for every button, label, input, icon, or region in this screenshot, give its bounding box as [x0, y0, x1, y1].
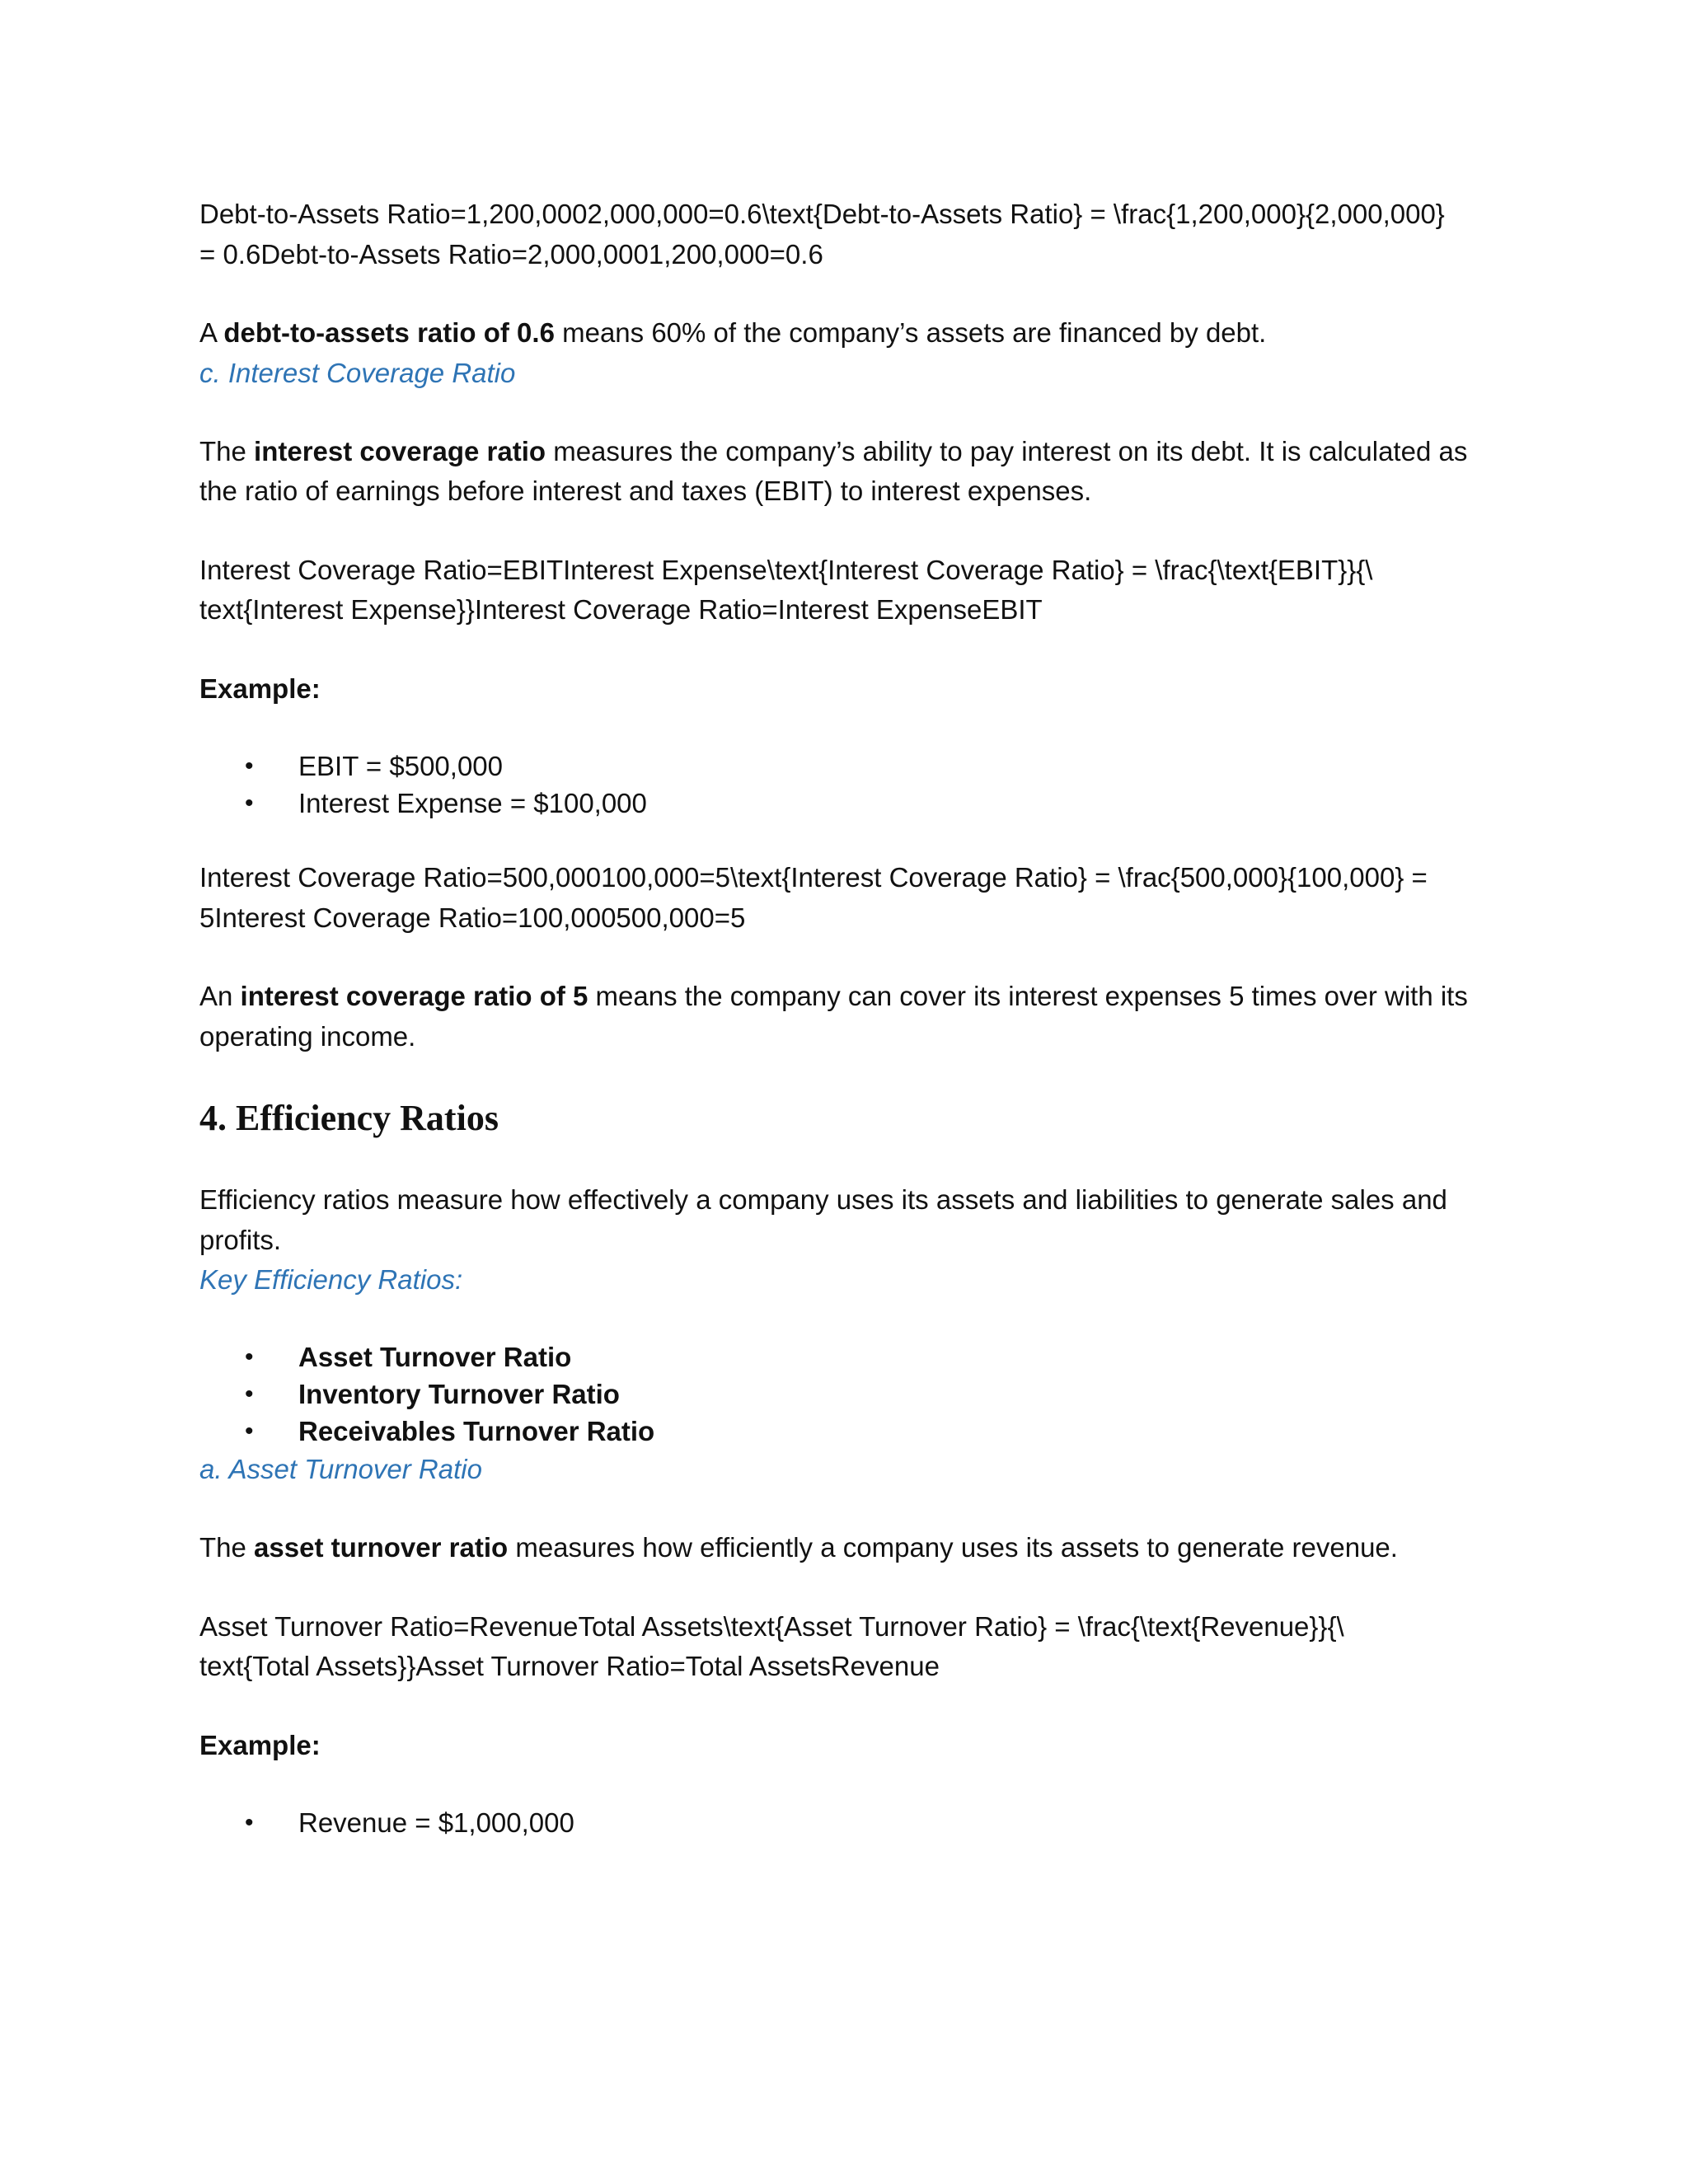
- list-item: • Asset Turnover Ratio: [199, 1338, 1490, 1376]
- example-label: Example:: [199, 1729, 321, 1760]
- bullet-icon: •: [245, 1418, 254, 1445]
- debt-to-assets-formula: [199, 194, 1490, 274]
- formula-line: 5Interest Coverage Ratio=100,000500,000=5: [199, 902, 746, 933]
- bold-term: interest coverage ratio of 5: [240, 981, 588, 1011]
- interest-coverage-description: The interest coverage ratio measures the company’s ability to pay interest on its debt. It is calculated as the ratio of earnings before interest and taxes (EBIT) to interest expenses.: [199, 435, 1468, 506]
- bold-term: asset turnover ratio: [254, 1532, 509, 1563]
- bold-term: debt-to-assets ratio of 0.6: [223, 317, 555, 348]
- asset-example-list: [199, 1804, 1490, 1841]
- list-item: • Inventory Turnover Ratio: [199, 1376, 1490, 1413]
- formula-line: Asset Turnover Ratio=RevenueTotal Assets\text{Asset Turnover Ratio} = \frac{\text{Revenue}}{\: [199, 1610, 1344, 1642]
- list-item: • Receivables Turnover Ratio: [199, 1413, 1490, 1450]
- interest-coverage-formula: [199, 551, 1490, 630]
- interest-coverage-heading: c. Interest Coverage Ratio: [199, 357, 516, 388]
- list-item: • Revenue = $1,000,000: [199, 1804, 1490, 1841]
- bullet-icon: •: [245, 790, 254, 817]
- formula-line: Interest Coverage Ratio=500,000100,000=5\text{Interest Coverage Ratio} = \frac{500,000}{100,000} =: [199, 862, 1428, 893]
- formula-line: = 0.6Debt-to-Assets Ratio=2,000,0001,200,000=0.6: [199, 238, 823, 269]
- document-page: [199, 194, 1490, 1841]
- key-ratios-heading: Key Efficiency Ratios:: [199, 1264, 463, 1295]
- list-item: • Interest Expense = $100,000: [199, 785, 1490, 822]
- example-label: Example:: [199, 673, 321, 704]
- section-heading-efficiency: 4. Efficiency Ratios: [199, 1098, 499, 1138]
- key-ratios-list: [199, 1338, 1490, 1450]
- debt-to-assets-explanation: A debt-to-assets ratio of 0.6 means 60% of the company’s assets are financed by debt.: [199, 317, 1267, 348]
- interest-example-list: [199, 748, 1490, 822]
- interest-coverage-explanation: An interest coverage ratio of 5 means the company can cover its interest expenses 5 times over with its operating income.: [199, 981, 1468, 1052]
- list-item: • EBIT = $500,000: [199, 748, 1490, 785]
- formula-line: Interest Coverage Ratio=EBITInterest Expense\text{Interest Coverage Ratio} = \frac{\text{EBIT}}{\: [199, 554, 1373, 585]
- asset-turnover-heading: a. Asset Turnover Ratio: [199, 1454, 482, 1484]
- interest-coverage-calculation: [199, 858, 1490, 938]
- asset-turnover-description: The asset turnover ratio measures how efficiently a company uses its assets to generate revenue.: [199, 1532, 1398, 1563]
- efficiency-description: Efficiency ratios measure how effectively a company uses its assets and liabilities to generate sales and profits.: [199, 1184, 1447, 1255]
- formula-line: text{Total Assets}}Asset Turnover Ratio=Total AssetsRevenue: [199, 1651, 940, 1681]
- bullet-icon: •: [245, 1380, 254, 1408]
- formula-line: text{Interest Expense}}Interest Coverage Ratio=Interest ExpenseEBIT: [199, 594, 1043, 625]
- asset-turnover-formula: [199, 1607, 1490, 1687]
- bullet-icon: •: [245, 1809, 254, 1836]
- bold-term: interest coverage ratio: [254, 435, 546, 466]
- bullet-icon: •: [245, 1343, 254, 1371]
- bullet-icon: •: [245, 752, 254, 780]
- formula-line: Debt-to-Assets Ratio=1,200,0002,000,000=0.6\text{Debt-to-Assets Ratio} = \frac{1,200,000}{2,000,000}: [199, 199, 1445, 229]
